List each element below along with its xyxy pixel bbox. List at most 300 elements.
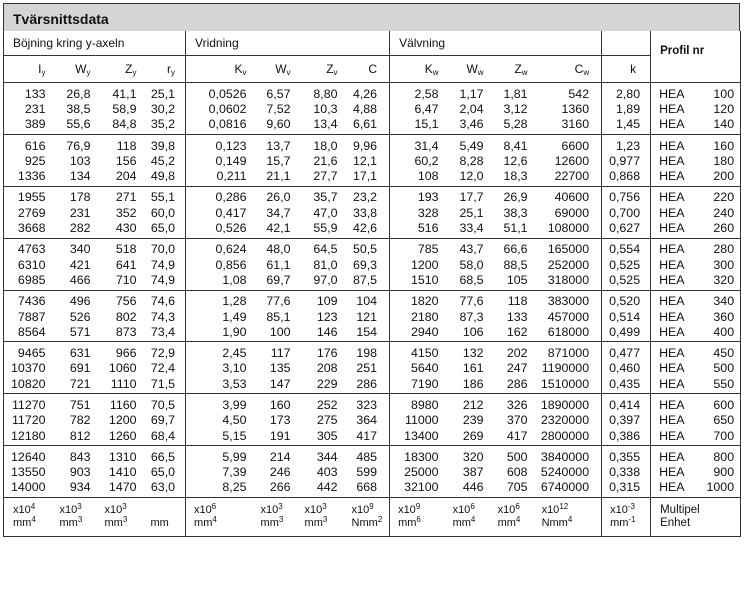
table-cell: 48,0 bbox=[266, 242, 291, 257]
table-cell: 370 bbox=[506, 413, 528, 428]
table-cell: 3,53 bbox=[186, 376, 249, 394]
table-cell: 22700 bbox=[530, 168, 602, 186]
table-cell: 0,554 bbox=[602, 238, 651, 257]
unit-cell bbox=[602, 498, 651, 537]
profile-cell bbox=[651, 446, 741, 465]
column-symbol: C bbox=[574, 62, 584, 76]
table-cell: 8,80 bbox=[313, 86, 338, 101]
table-cell: 105 bbox=[486, 272, 530, 290]
table-cell: 446 bbox=[441, 480, 486, 498]
profile-cell bbox=[651, 324, 741, 342]
table-cell: 35,7 bbox=[313, 190, 338, 205]
table-cell: 705 bbox=[486, 480, 530, 498]
table-cell: 710 bbox=[93, 272, 139, 290]
table-cell: 27,7 bbox=[293, 168, 340, 186]
table-cell: 305 bbox=[293, 428, 340, 446]
table-cell: 133 bbox=[4, 83, 48, 102]
table-cell: 50,5 bbox=[352, 242, 378, 257]
table-cell: 631 bbox=[69, 346, 91, 361]
column-symbol: K bbox=[424, 62, 433, 76]
profile-cell bbox=[651, 480, 741, 498]
table-cell: 118 bbox=[116, 138, 137, 153]
table-cell: 925 bbox=[4, 153, 48, 168]
column-header bbox=[602, 56, 651, 83]
table-cell: 6,61 bbox=[340, 117, 390, 135]
table-cell: 71,5 bbox=[139, 376, 186, 394]
table-cell: 1,08 bbox=[186, 272, 249, 290]
table-cell: 4150 bbox=[390, 342, 441, 361]
units-row bbox=[4, 498, 741, 537]
table-cell: 173 bbox=[269, 413, 291, 428]
profile-type: HEA bbox=[659, 272, 685, 287]
table-cell: 2940 bbox=[390, 324, 441, 342]
column-symbol: W bbox=[466, 62, 478, 76]
table-cell: 247 bbox=[506, 361, 528, 376]
unit-multiplier: $x10^3$ bbox=[59, 502, 82, 517]
profile-cell bbox=[651, 220, 741, 238]
table-cell: 3,10 bbox=[186, 361, 249, 376]
table-row bbox=[4, 361, 741, 376]
table-cell: 8980 bbox=[390, 394, 441, 413]
unit-label: $mm^{-1}$ bbox=[610, 515, 636, 530]
unit-label: $mm^4$ bbox=[194, 515, 217, 530]
profile-number: 240 bbox=[713, 205, 735, 220]
table-cell: 0,514 bbox=[602, 309, 651, 324]
profile-unit-multiplier: Multipel bbox=[660, 504, 700, 517]
table-cell: 70,0 bbox=[150, 242, 176, 257]
profile-cell bbox=[651, 134, 741, 153]
profile-type: HEA bbox=[659, 465, 685, 480]
table-cell: 10370 bbox=[4, 361, 48, 376]
table-cell: 30,2 bbox=[150, 101, 176, 116]
table-cell: 0,149 bbox=[186, 153, 249, 168]
table-cell: 0,386 bbox=[602, 428, 651, 446]
table-cell: 252 bbox=[316, 397, 338, 412]
column-header-row bbox=[4, 56, 741, 83]
profile-number: 260 bbox=[713, 221, 735, 236]
table-cell: 0,868 bbox=[602, 168, 651, 186]
table-cell: 466 bbox=[48, 272, 93, 290]
table-cell: 41,1 bbox=[112, 86, 137, 101]
table-cell: 6,47 bbox=[390, 101, 441, 116]
table-cell: 42,6 bbox=[340, 220, 390, 238]
table-cell: 214 bbox=[269, 449, 291, 464]
table-cell: 616 bbox=[4, 134, 48, 153]
unit-multiplier: $x10^3$ bbox=[304, 502, 327, 517]
table-cell: 1955 bbox=[4, 186, 48, 205]
table-row bbox=[4, 309, 741, 324]
column-header bbox=[93, 56, 139, 83]
table-cell: 0,286 bbox=[186, 186, 249, 205]
table-cell: 231 bbox=[69, 205, 91, 220]
column-header bbox=[139, 56, 186, 83]
table-cell: 55,9 bbox=[293, 220, 340, 238]
table-cell: 282 bbox=[48, 220, 93, 238]
table-cell: 5640 bbox=[390, 361, 441, 376]
table-cell: 13,4 bbox=[293, 117, 340, 135]
table-cell: 8,25 bbox=[186, 480, 249, 498]
table-cell: 193 bbox=[390, 186, 441, 205]
table-cell: 154 bbox=[340, 324, 390, 342]
table-row bbox=[4, 117, 741, 135]
table-cell: 77,6 bbox=[266, 294, 291, 309]
table-cell: 0,499 bbox=[602, 324, 651, 342]
table-cell: 269 bbox=[441, 428, 486, 446]
table-cell: 38,5 bbox=[66, 101, 91, 116]
table-cell: 1,45 bbox=[602, 117, 651, 135]
table-row bbox=[4, 153, 741, 168]
table-cell: 526 bbox=[69, 309, 91, 324]
profile-type: HEA bbox=[659, 205, 685, 220]
column-symbol: K bbox=[234, 62, 243, 76]
table-row bbox=[4, 290, 741, 309]
profile-type: HEA bbox=[659, 361, 685, 376]
table-row bbox=[4, 446, 741, 465]
column-symbol: I bbox=[38, 62, 42, 76]
table-cell: 13400 bbox=[390, 428, 441, 446]
table-cell: 11000 bbox=[390, 413, 441, 428]
table-cell: 721 bbox=[48, 376, 93, 394]
table-cell: 430 bbox=[93, 220, 139, 238]
profile-number: 400 bbox=[713, 324, 735, 339]
table-cell: 2320000 bbox=[540, 413, 590, 428]
table-cell: 47,0 bbox=[313, 205, 338, 220]
table-row bbox=[4, 257, 741, 272]
table-cell: 0,525 bbox=[602, 272, 651, 290]
column-header bbox=[186, 56, 249, 83]
profile-number: 650 bbox=[713, 413, 735, 428]
table-cell: 0,977 bbox=[602, 153, 651, 168]
column-header bbox=[390, 56, 441, 83]
table-cell: 118 bbox=[507, 294, 528, 309]
column-header bbox=[48, 56, 93, 83]
table-row bbox=[4, 376, 741, 394]
table-cell: 156 bbox=[115, 153, 137, 168]
unit-cell bbox=[390, 498, 441, 537]
column-symbol: k bbox=[630, 62, 637, 76]
table-cell: 1510 bbox=[390, 272, 441, 290]
profile-number: 600 bbox=[713, 397, 735, 412]
table-cell: 72,9 bbox=[150, 346, 176, 361]
table-cell: 161 bbox=[462, 361, 484, 376]
profile-type: HEA bbox=[659, 86, 685, 101]
table-cell: 252000 bbox=[547, 257, 590, 272]
unit-multiplier: $x10^6$ bbox=[452, 502, 475, 517]
profile-cell bbox=[651, 257, 741, 272]
table-cell: 87,3 bbox=[459, 309, 484, 324]
table-cell: 871000 bbox=[547, 346, 590, 361]
profile-number: 300 bbox=[713, 257, 735, 272]
profile-cell bbox=[651, 394, 741, 413]
table-cell: 1,49 bbox=[186, 309, 249, 324]
table-row bbox=[4, 413, 741, 428]
table-title: Tvärsnittsdata bbox=[13, 11, 109, 27]
table-row bbox=[4, 272, 741, 290]
table-cell: 21,6 bbox=[313, 153, 338, 168]
table-cell: 7190 bbox=[390, 376, 441, 394]
table-cell: 2,80 bbox=[602, 83, 651, 102]
profile-type: HEA bbox=[659, 138, 685, 153]
table-cell: 785 bbox=[390, 238, 441, 257]
table-cell: 123 bbox=[316, 309, 338, 324]
table-cell: 74,9 bbox=[150, 257, 176, 272]
table-row bbox=[4, 83, 741, 102]
table-cell: 42,1 bbox=[249, 220, 293, 238]
unit-label: $mm^4$ bbox=[452, 515, 476, 530]
table-cell: 69,3 bbox=[352, 257, 378, 272]
table-cell: 5,28 bbox=[486, 117, 530, 135]
table-cell: 246 bbox=[269, 465, 291, 480]
table-cell: 74,3 bbox=[150, 309, 176, 324]
table-cell: 0,756 bbox=[602, 186, 651, 205]
column-symbol: r bbox=[167, 62, 172, 76]
table-cell: 608 bbox=[506, 465, 528, 480]
table-cell: 417 bbox=[486, 428, 530, 446]
table-cell: 0,700 bbox=[602, 205, 651, 220]
table-cell: 417 bbox=[340, 428, 390, 446]
table-cell: 6,57 bbox=[266, 86, 291, 101]
table-row bbox=[4, 101, 741, 116]
profile-number: 280 bbox=[713, 242, 735, 257]
unit-label: $mm^4$ bbox=[497, 515, 521, 530]
profile-type: HEA bbox=[659, 480, 685, 495]
table-cell: 134 bbox=[48, 168, 93, 186]
table-cell: 383000 bbox=[547, 294, 590, 309]
table-cell: 12,0 bbox=[441, 168, 486, 186]
table-cell: 7887 bbox=[4, 309, 48, 324]
table-cell: 38,3 bbox=[503, 205, 528, 220]
table-cell: 85,1 bbox=[266, 309, 291, 324]
profile-type: HEA bbox=[659, 309, 685, 324]
table-cell: 18300 bbox=[390, 446, 441, 465]
table-cell: 1410 bbox=[108, 465, 137, 480]
table-cell: 176 bbox=[316, 346, 338, 361]
table-cell: 66,6 bbox=[503, 242, 528, 257]
table-cell: 571 bbox=[48, 324, 93, 342]
column-subscript: y bbox=[41, 68, 46, 77]
profile-type: HEA bbox=[659, 190, 685, 205]
unit-label: Nmm$^4$ bbox=[541, 515, 573, 530]
table-cell: 251 bbox=[356, 361, 378, 376]
table-cell: 68,4 bbox=[139, 428, 186, 446]
table-cell: 191 bbox=[249, 428, 293, 446]
table-cell: 18,3 bbox=[486, 168, 530, 186]
column-symbol: W bbox=[75, 62, 87, 76]
profile-cell bbox=[651, 117, 741, 135]
table-cell: 934 bbox=[48, 480, 93, 498]
profile-type: HEA bbox=[659, 117, 685, 132]
column-header bbox=[441, 56, 486, 83]
profile-number: 550 bbox=[713, 376, 735, 391]
table-cell: 691 bbox=[69, 361, 91, 376]
table-cell: 178 bbox=[69, 190, 91, 205]
profile-type: HEA bbox=[659, 324, 685, 339]
profile-number: 200 bbox=[713, 169, 735, 184]
table-cell: 35,2 bbox=[139, 117, 186, 135]
column-symbol: W bbox=[275, 62, 287, 76]
profile-cell bbox=[651, 83, 741, 102]
table-row bbox=[4, 480, 741, 498]
table-cell: 3,46 bbox=[441, 117, 486, 135]
column-symbol: Z bbox=[514, 62, 522, 76]
table-cell: 1470 bbox=[93, 480, 139, 498]
table-cell: 496 bbox=[69, 294, 91, 309]
table-cell: 6310 bbox=[4, 257, 48, 272]
profile-number: 700 bbox=[713, 428, 735, 443]
table-cell: 109 bbox=[316, 294, 338, 309]
table-row bbox=[4, 428, 741, 446]
table-cell: 7,39 bbox=[186, 465, 249, 480]
profile-cell bbox=[651, 376, 741, 394]
table-cell: 100 bbox=[249, 324, 293, 342]
table-cell: 15,1 bbox=[390, 117, 441, 135]
table-cell: 457000 bbox=[547, 309, 590, 324]
unit-cell bbox=[486, 498, 530, 537]
table-cell: 0,526 bbox=[186, 220, 249, 238]
profile-cell bbox=[651, 153, 741, 168]
table-cell: 58,0 bbox=[459, 257, 484, 272]
table-cell: 231 bbox=[4, 101, 48, 116]
table-cell: 66,5 bbox=[150, 449, 176, 464]
table-row bbox=[4, 168, 741, 186]
unit-label: $mm^3$ bbox=[260, 515, 284, 530]
table-cell: 60,0 bbox=[150, 205, 176, 220]
column-header bbox=[249, 56, 293, 83]
table-cell: 212 bbox=[462, 397, 484, 412]
column-subscript: v bbox=[333, 68, 338, 77]
table-cell: 12,1 bbox=[352, 153, 378, 168]
table-cell: 782 bbox=[69, 413, 91, 428]
table-cell: 12600 bbox=[554, 153, 590, 168]
table-cell: 2769 bbox=[4, 205, 48, 220]
unit-cell bbox=[441, 498, 486, 537]
unit-label: $mm^3$ bbox=[104, 515, 128, 530]
table-cell: 69,7 bbox=[249, 272, 293, 290]
table-cell: 4,26 bbox=[352, 86, 378, 101]
table-cell: 0,355 bbox=[602, 446, 651, 465]
table-cell: 6600 bbox=[561, 138, 590, 153]
table-cell: 25000 bbox=[390, 465, 441, 480]
table-cell: 160 bbox=[269, 397, 291, 412]
table-cell: 1060 bbox=[108, 361, 137, 376]
table-cell: 326 bbox=[506, 397, 528, 412]
profile-type: HEA bbox=[659, 221, 685, 236]
table-cell: 0,460 bbox=[602, 361, 651, 376]
table-cell: 21,1 bbox=[249, 168, 293, 186]
table-cell: 751 bbox=[69, 397, 91, 412]
unit-multiplier: $x10^6$ bbox=[497, 502, 520, 517]
table-cell: 26,8 bbox=[66, 86, 91, 101]
profile-cell bbox=[651, 428, 741, 446]
table-cell: 812 bbox=[48, 428, 93, 446]
table-cell: 802 bbox=[115, 309, 137, 324]
table-cell: 26,0 bbox=[266, 190, 291, 205]
table-cell: 239 bbox=[462, 413, 484, 428]
table-cell: 0,525 bbox=[602, 257, 651, 272]
table-cell: 0,123 bbox=[186, 134, 249, 153]
table-cell: 1,28 bbox=[186, 290, 249, 309]
table-cell: 58,9 bbox=[112, 101, 137, 116]
unit-multiplier: $x10^9$ bbox=[398, 502, 421, 517]
table-cell: 9,96 bbox=[352, 138, 378, 153]
table-cell: 165000 bbox=[547, 242, 590, 257]
table-cell: 15,7 bbox=[266, 153, 291, 168]
table-row bbox=[4, 205, 741, 220]
unit-cell bbox=[139, 498, 186, 537]
table-row bbox=[4, 394, 741, 413]
profile-unit-cell bbox=[651, 498, 741, 537]
table-cell: 387 bbox=[462, 465, 484, 480]
table-cell: 323 bbox=[356, 397, 378, 412]
unit-label: mm bbox=[150, 517, 169, 530]
profile-type: HEA bbox=[659, 397, 685, 412]
table-row bbox=[4, 238, 741, 257]
table-row bbox=[4, 134, 741, 153]
unit-label: Nmm$^2$ bbox=[351, 515, 383, 530]
table-cell: 0,435 bbox=[602, 376, 651, 394]
table-cell: 33,4 bbox=[441, 220, 486, 238]
profile-type: HEA bbox=[659, 169, 685, 184]
table-cell: 668 bbox=[340, 480, 390, 498]
profile-header bbox=[651, 31, 741, 83]
group-warping-label: Välvning bbox=[390, 31, 602, 56]
table-cell: 0,624 bbox=[186, 238, 249, 257]
unit-label: $mm^6$ bbox=[398, 515, 421, 530]
table-cell: 485 bbox=[356, 449, 378, 464]
table-cell: 17,1 bbox=[340, 168, 390, 186]
profile-number: 500 bbox=[713, 361, 735, 376]
table-cell: 7,52 bbox=[266, 101, 291, 116]
table-cell: 26,9 bbox=[503, 190, 528, 205]
table-cell: 843 bbox=[69, 449, 91, 464]
column-header bbox=[293, 56, 340, 83]
column-header bbox=[530, 56, 602, 83]
table-cell: 275 bbox=[316, 413, 338, 428]
table-cell: 6740000 bbox=[530, 480, 602, 498]
table-cell: 1360 bbox=[561, 101, 590, 116]
table-cell: 1890000 bbox=[540, 397, 590, 412]
table-cell: 45,2 bbox=[150, 153, 176, 168]
profile-type: HEA bbox=[659, 376, 685, 391]
profile-number: 180 bbox=[713, 153, 735, 168]
table-cell: 442 bbox=[293, 480, 340, 498]
table-cell: 103 bbox=[69, 153, 91, 168]
table-cell: 106 bbox=[441, 324, 486, 342]
table-cell: 1,23 bbox=[602, 134, 651, 153]
unit-cell bbox=[249, 498, 293, 537]
group-bending-label: Böjning kring y-axeln bbox=[4, 31, 186, 56]
table-cell: 286 bbox=[486, 376, 530, 394]
table-cell: 65,0 bbox=[150, 465, 176, 480]
unit-multiplier: $x10^6$ bbox=[194, 502, 217, 517]
table-cell: 84,8 bbox=[93, 117, 139, 135]
table-cell: 87,5 bbox=[340, 272, 390, 290]
table-cell: 0,417 bbox=[186, 205, 249, 220]
table-cell: 5,99 bbox=[186, 446, 249, 465]
table-cell: 146 bbox=[293, 324, 340, 342]
table-cell: 421 bbox=[69, 257, 91, 272]
table-cell: 0,414 bbox=[602, 394, 651, 413]
table-cell: 3,12 bbox=[503, 101, 528, 116]
table-cell: 500 bbox=[506, 449, 528, 464]
profile-number: 360 bbox=[713, 309, 735, 324]
table-cell: 5240000 bbox=[540, 465, 590, 480]
profile-type: HEA bbox=[659, 294, 685, 309]
unit-cell bbox=[530, 498, 602, 537]
profile-cell bbox=[651, 205, 741, 220]
unit-multiplier: $x10^3$ bbox=[260, 502, 283, 517]
profile-number: 450 bbox=[713, 346, 735, 361]
